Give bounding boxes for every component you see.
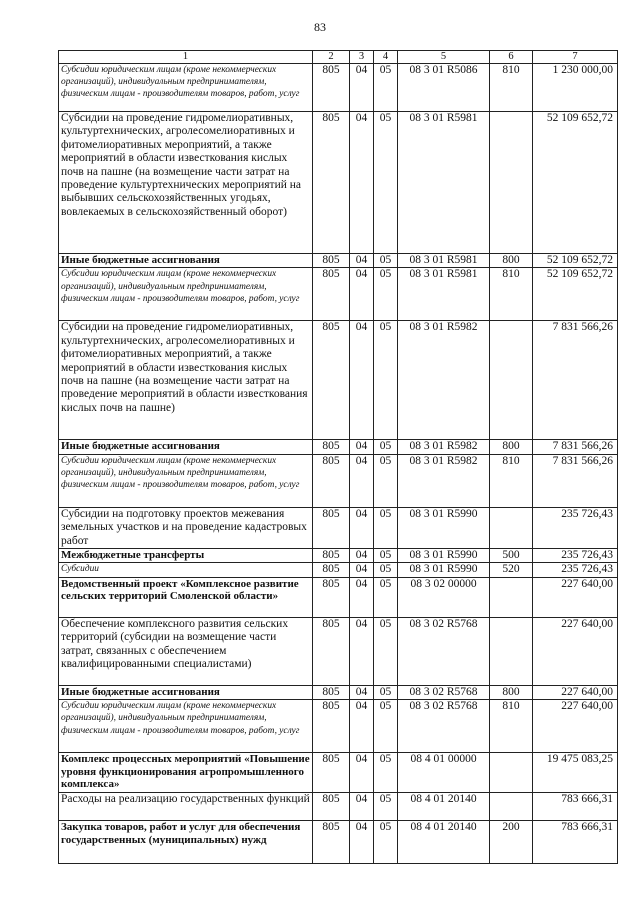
row-type-cell: [490, 112, 533, 254]
row-type-cell: 500: [490, 549, 533, 563]
row-name-cell: Субсидии юридическим лицам (кроме некоммерческих организаций), индивидуальным предпринимателям, физическим лицам - производителям товаров, работ, услуг: [59, 268, 313, 321]
table-row: [59, 321, 618, 440]
row-target-cell: 08 3 01 R5982: [398, 440, 490, 454]
row-section-cell: 04: [350, 454, 374, 507]
row-target-cell: 08 3 01 R5990: [398, 549, 490, 563]
row-type-cell: 810: [490, 700, 533, 753]
row-name-cell: Субсидии юридическим лицам (кроме некоммерческих организаций), индивидуальным предпринимателям, физическим лицам - производителям товаров, работ, услуг: [59, 700, 313, 753]
row-amount-cell: 227 640,00: [533, 617, 618, 685]
row-section-cell: 04: [350, 793, 374, 821]
row-amount-cell: 783 666,31: [533, 821, 618, 864]
table-row: [59, 454, 618, 507]
row-subsection-cell: 05: [374, 577, 398, 617]
table-row: [59, 577, 618, 617]
column-number-row: [59, 51, 618, 64]
row-target-cell: 08 3 02 R5768: [398, 700, 490, 753]
column-number: 6: [490, 51, 533, 64]
row-type-cell: [490, 617, 533, 685]
row-code-cell: 805: [313, 753, 350, 793]
row-target-cell: 08 3 01 R5982: [398, 454, 490, 507]
row-code-cell: 805: [313, 821, 350, 864]
row-amount-cell: 227 640,00: [533, 685, 618, 699]
row-type-cell: [490, 753, 533, 793]
row-name-cell: Межбюджетные трансферты: [59, 549, 313, 563]
budget-table: [58, 50, 618, 864]
table-row: [59, 64, 618, 112]
row-type-cell: 520: [490, 563, 533, 577]
column-number: 7: [533, 51, 618, 64]
row-amount-cell: 227 640,00: [533, 700, 618, 753]
row-section-cell: 04: [350, 112, 374, 254]
row-target-cell: 08 3 01 R5981: [398, 112, 490, 254]
row-subsection-cell: 05: [374, 617, 398, 685]
row-name-cell: Расходы на реализацию государственных функций: [59, 793, 313, 821]
row-code-cell: 805: [313, 440, 350, 454]
row-subsection-cell: 05: [374, 321, 398, 440]
row-subsection-cell: 05: [374, 685, 398, 699]
row-code-cell: 805: [313, 268, 350, 321]
row-type-cell: 810: [490, 454, 533, 507]
table-row: [59, 268, 618, 321]
row-amount-cell: 52 109 652,72: [533, 254, 618, 268]
row-section-cell: 04: [350, 507, 374, 548]
row-subsection-cell: 05: [374, 268, 398, 321]
row-amount-cell: 1 230 000,00: [533, 64, 618, 112]
row-name-cell: Закупка товаров, работ и услуг для обеспечения государственных (муниципальных) нужд: [59, 821, 313, 864]
row-amount-cell: 783 666,31: [533, 793, 618, 821]
row-section-cell: 04: [350, 821, 374, 864]
row-code-cell: 805: [313, 507, 350, 548]
row-name-cell: Субсидии: [59, 563, 313, 577]
table-row: [59, 685, 618, 699]
table-row: [59, 254, 618, 268]
row-section-cell: 04: [350, 563, 374, 577]
column-number: 1: [59, 51, 313, 64]
row-code-cell: 805: [313, 685, 350, 699]
table-body: [59, 64, 618, 864]
row-subsection-cell: 05: [374, 821, 398, 864]
table-row: [59, 700, 618, 753]
row-section-cell: 04: [350, 549, 374, 563]
column-number: 5: [398, 51, 490, 64]
row-name-cell: Субсидии юридическим лицам (кроме некоммерческих организаций), индивидуальным предпринимателям, физическим лицам - производителям товаров, работ, услуг: [59, 454, 313, 507]
row-name-cell: Субсидии на подготовку проектов межевания земельных участков и на проведение кадастровых работ: [59, 507, 313, 548]
row-name-cell: Субсидии юридическим лицам (кроме некоммерческих организаций), индивидуальным предпринимателям, физическим лицам - производителям товаров, работ, услуг: [59, 64, 313, 112]
row-code-cell: 805: [313, 549, 350, 563]
row-code-cell: 805: [313, 64, 350, 112]
row-target-cell: 08 4 01 00000: [398, 753, 490, 793]
row-type-cell: [490, 321, 533, 440]
table-row: [59, 821, 618, 864]
row-subsection-cell: 05: [374, 454, 398, 507]
row-name-cell: Обеспечение комплексного развития сельских территорий (субсидии на возмещение части затрат, связанных с обеспечением квалифицированными специалистами): [59, 617, 313, 685]
row-type-cell: 800: [490, 254, 533, 268]
row-name-cell: Иные бюджетные ассигнования: [59, 685, 313, 699]
table-row: [59, 112, 618, 254]
row-subsection-cell: 05: [374, 64, 398, 112]
row-target-cell: 08 3 02 R5768: [398, 617, 490, 685]
row-code-cell: 805: [313, 793, 350, 821]
row-name-cell: Комплекс процессных мероприятий «Повышение уровня функционирования агропромышленного комплекса»: [59, 753, 313, 793]
row-subsection-cell: 05: [374, 793, 398, 821]
row-target-cell: 08 3 01 R5990: [398, 563, 490, 577]
column-number: 3: [350, 51, 374, 64]
row-code-cell: 805: [313, 577, 350, 617]
row-code-cell: 805: [313, 112, 350, 254]
row-section-cell: 04: [350, 321, 374, 440]
row-code-cell: 805: [313, 617, 350, 685]
row-subsection-cell: 05: [374, 440, 398, 454]
row-name-cell: Субсидии на проведение гидромелиоративных, культуртехнических, агролесомелиоративных и фитомелиоративных мероприятий, а также мероприятий в области известкования кислых почв на пашне (на возмещение части затрат на проведение мероприятий в области известкования кислых почв на пашне): [59, 321, 313, 440]
row-type-cell: 200: [490, 821, 533, 864]
row-section-cell: 04: [350, 440, 374, 454]
page-number: 83: [314, 20, 326, 34]
row-type-cell: [490, 577, 533, 617]
row-amount-cell: 52 109 652,72: [533, 112, 618, 254]
row-amount-cell: 227 640,00: [533, 577, 618, 617]
row-code-cell: 805: [313, 454, 350, 507]
row-name-cell: Ведомственный проект «Комплексное развитие сельских территорий Смоленской области»: [59, 577, 313, 617]
row-subsection-cell: 05: [374, 112, 398, 254]
row-section-cell: 04: [350, 685, 374, 699]
row-amount-cell: 7 831 566,26: [533, 440, 618, 454]
table-row: [59, 563, 618, 577]
row-section-cell: 04: [350, 577, 374, 617]
row-target-cell: 08 4 01 20140: [398, 793, 490, 821]
row-subsection-cell: 05: [374, 549, 398, 563]
row-amount-cell: 235 726,43: [533, 549, 618, 563]
table-row: [59, 549, 618, 563]
row-amount-cell: 19 475 083,25: [533, 753, 618, 793]
row-name-cell: Иные бюджетные ассигнования: [59, 254, 313, 268]
row-type-cell: 800: [490, 440, 533, 454]
row-section-cell: 04: [350, 753, 374, 793]
table-row: [59, 753, 618, 793]
row-subsection-cell: 05: [374, 563, 398, 577]
row-subsection-cell: 05: [374, 507, 398, 548]
table-row: [59, 793, 618, 821]
row-amount-cell: 7 831 566,26: [533, 321, 618, 440]
row-code-cell: 805: [313, 321, 350, 440]
row-amount-cell: 235 726,43: [533, 507, 618, 548]
row-amount-cell: 52 109 652,72: [533, 268, 618, 321]
column-number: 2: [313, 51, 350, 64]
row-target-cell: 08 3 01 R5981: [398, 268, 490, 321]
row-name-cell: Иные бюджетные ассигнования: [59, 440, 313, 454]
row-subsection-cell: 05: [374, 753, 398, 793]
row-subsection-cell: 05: [374, 700, 398, 753]
row-target-cell: 08 3 02 00000: [398, 577, 490, 617]
row-section-cell: 04: [350, 268, 374, 321]
table-row: [59, 440, 618, 454]
table-row: [59, 617, 618, 685]
row-section-cell: 04: [350, 64, 374, 112]
row-type-cell: 810: [490, 64, 533, 112]
row-section-cell: 04: [350, 254, 374, 268]
row-type-cell: [490, 793, 533, 821]
row-type-cell: [490, 507, 533, 548]
column-number: 4: [374, 51, 398, 64]
row-section-cell: 04: [350, 617, 374, 685]
row-target-cell: 08 3 01 R5982: [398, 321, 490, 440]
row-target-cell: 08 3 02 R5768: [398, 685, 490, 699]
row-subsection-cell: 05: [374, 254, 398, 268]
row-name-cell: Субсидии на проведение гидромелиоративных, культуртехнических, агролесомелиоративных и фитомелиоративных мероприятий, а также мероприятий в области известкования кислых почв на пашне (на возмещение части затрат на проведение культуртехнических мероприятий на выбывших сельскохозяйственных угодьях, вовлекаемых в сельскохозяйственный оборот): [59, 112, 313, 254]
row-code-cell: 805: [313, 254, 350, 268]
row-target-cell: 08 3 01 R5981: [398, 254, 490, 268]
row-code-cell: 805: [313, 563, 350, 577]
row-code-cell: 805: [313, 700, 350, 753]
row-target-cell: 08 4 01 20140: [398, 821, 490, 864]
row-amount-cell: 7 831 566,26: [533, 454, 618, 507]
row-type-cell: 800: [490, 685, 533, 699]
table-row: [59, 507, 618, 548]
row-amount-cell: 235 726,43: [533, 563, 618, 577]
row-target-cell: 08 3 01 R5086: [398, 64, 490, 112]
row-target-cell: 08 3 01 R5990: [398, 507, 490, 548]
row-type-cell: 810: [490, 268, 533, 321]
row-section-cell: 04: [350, 700, 374, 753]
